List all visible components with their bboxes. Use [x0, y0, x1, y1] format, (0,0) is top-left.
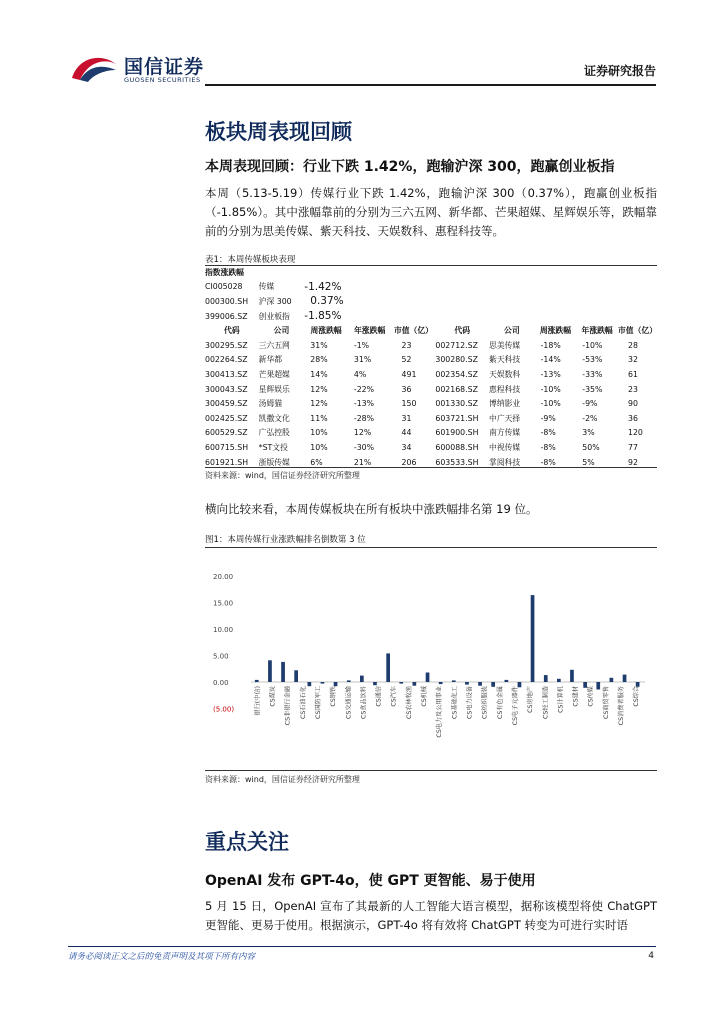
table-cell: 32 [628, 355, 638, 365]
x-category-label: CS国防军工 [315, 686, 322, 719]
bar-17 [478, 682, 482, 686]
table-cell: 中广天择 [489, 413, 521, 423]
table-cell: 002354.SZ [435, 369, 478, 379]
x-category-label: CS非银行金融 [284, 686, 292, 726]
x-category-label: CS纺织服装 [481, 686, 489, 719]
table-cell: 天娱数科 [489, 369, 521, 379]
section-title-focus: 重点关注 [205, 830, 289, 854]
table-cell: 23 [401, 340, 412, 350]
table-cell: 12% [310, 384, 328, 394]
x-category-label: CS消费者服务 [618, 686, 625, 726]
table-cell: 5% [582, 457, 595, 467]
table-cell: 28% [310, 355, 328, 365]
table-cell: 浙版传媒 [258, 457, 290, 467]
bar-15 [452, 680, 456, 682]
table-cell: -22% [353, 384, 375, 394]
table-cell: 博纳影业 [489, 399, 521, 409]
section-subtitle-review: 本周表现回顾：行业下跌 1.42%，跑输沪深 300，跑赢创业板指 [205, 159, 615, 175]
x-category-label: CS有色金属 [496, 686, 504, 719]
table-cell: 31 [401, 413, 412, 423]
index-row [205, 294, 657, 309]
sector-performance-table [205, 265, 657, 469]
x-category-label: CS食品饮料 [360, 686, 368, 719]
x-category-label: CS电子元器件 [511, 686, 519, 726]
table-cell: 紫天科技 [489, 355, 521, 365]
x-category-label: CS房地产 [527, 686, 535, 713]
page-number: 4 [648, 951, 654, 961]
bar-27 [610, 678, 614, 682]
table-cell: 90 [628, 399, 638, 409]
table-cell: 3% [582, 428, 595, 438]
sector-ranking-chart [205, 556, 657, 742]
table-cell: -2% [582, 413, 598, 423]
table-cell: -30% [353, 442, 375, 452]
table-cell: 21% [353, 457, 372, 467]
section-title-review: 板块周表现回顾 [205, 120, 352, 144]
bar-24 [570, 670, 574, 682]
x-category-label: CS电力设备 [466, 686, 474, 719]
bar-12 [413, 682, 417, 686]
y-tick-label: 15.00 [213, 599, 234, 608]
bar-3 [294, 670, 298, 682]
bar-9 [373, 682, 377, 685]
col-header: 年涨跌幅 [581, 326, 613, 336]
x-category-label: CS交通运输 [345, 686, 353, 719]
table-cell: -1% [353, 340, 370, 350]
section-subtitle-focus: OpenAI 发布 GPT-4o，使 GPT 更智能、易于使用 [205, 873, 536, 889]
table-cell: 4% [353, 369, 367, 379]
bar-18 [491, 682, 495, 687]
table-cell: 601900.SH [435, 428, 479, 438]
table-row [205, 338, 657, 353]
table-row [205, 382, 657, 397]
table-source: 资料来源：wind，国信证券经济研究所整理 [205, 471, 360, 480]
bar-25 [583, 682, 587, 688]
table-cell: 300459.SZ [205, 399, 248, 409]
index-code: 000300.SH [205, 296, 249, 306]
x-category-label: CS汽车 [390, 686, 398, 707]
col-header: 公司 [273, 326, 290, 336]
table-cell: 603721.SH [435, 413, 479, 423]
table-cell: 思美传媒 [489, 340, 521, 350]
table-cell: 002712.SZ [435, 340, 478, 350]
table-caption: 表1：本周传媒板块表现 [205, 255, 296, 265]
table-cell: 300295.SZ [205, 340, 248, 350]
brand-name: 国信证券 [124, 56, 205, 78]
table-cell: 92 [628, 457, 638, 467]
figure-bottom-rule [205, 770, 657, 771]
table-cell: 600715.SH [205, 442, 249, 452]
x-category-label: CS综合 [633, 686, 641, 707]
x-category-label: CS通信 [375, 686, 383, 707]
col-header: 公司 [504, 326, 520, 336]
table-row [205, 396, 657, 411]
table-cell: 南方传媒 [489, 428, 521, 438]
table-body [205, 338, 657, 469]
table-cell: 31% [310, 340, 328, 350]
table-cell: 中视传媒 [489, 442, 521, 452]
table-cell: 001330.SZ [435, 399, 478, 409]
figure-top-rule [205, 547, 657, 548]
index-code: CI005028 [205, 282, 243, 292]
table-cell: 12% [353, 428, 372, 438]
table-cell: 掌阅科技 [489, 457, 521, 467]
table-cell: 002264.SZ [205, 355, 248, 365]
table-cell: -18% [540, 340, 561, 350]
table-cell: 44 [401, 428, 412, 438]
footer-disclaimer: 请务必阅读正文之后的免责声明及其项下所有内容 [68, 952, 256, 962]
x-category-label: CS机械 [421, 686, 428, 707]
table-cell: 50% [582, 442, 600, 452]
table-cell: *ST文投 [258, 442, 288, 452]
table-cell: 002168.SZ [435, 384, 478, 394]
x-category-label: CS电力及公用事业 [436, 686, 444, 738]
col-header: 周涨跌幅 [310, 326, 342, 336]
table-cell: -8% [540, 428, 556, 438]
figure-source: 资料来源：wind，国信证券经济研究所整理 [205, 775, 360, 784]
bar-10 [386, 653, 390, 682]
table-cell: 120 [628, 428, 643, 438]
table-cell: 12% [310, 399, 328, 409]
table-cell: -14% [540, 355, 561, 365]
x-category-label: CS煤炭 [269, 686, 277, 707]
table-cell: 星辉娱乐 [258, 384, 290, 394]
table-cell: 206 [401, 457, 417, 467]
table-row [205, 353, 657, 368]
y-tick-label: (5.00) [213, 705, 235, 714]
table-cell: -9% [540, 413, 556, 423]
table-cell: 三六五网 [258, 340, 290, 350]
index-header: 指数涨跌幅 [205, 267, 244, 277]
x-category-label: 银行(中信) [254, 686, 262, 716]
table-cell: 28 [628, 340, 638, 350]
table-cell: 6% [310, 457, 323, 467]
table-cell: -13% [353, 399, 375, 409]
table-cell: -10% [582, 340, 603, 350]
figure-caption: 图1：本周传媒行业涨跌幅排名倒数第 3 位 [205, 535, 366, 545]
table-cell: 34 [401, 442, 412, 452]
bar-28 [623, 675, 627, 682]
bar-23 [557, 679, 561, 682]
table-cell: 36 [401, 384, 412, 394]
bar-2 [281, 662, 285, 682]
x-category-label: CS石油石化 [299, 686, 307, 719]
brand-name-en: GUOSEN SECURITIES [124, 76, 201, 84]
index-header-row [205, 265, 657, 280]
table-row [205, 411, 657, 426]
index-name: 创业板指 [258, 311, 290, 321]
table-cell: -13% [540, 369, 561, 379]
table-cell: -10% [540, 399, 561, 409]
bar-11 [399, 682, 403, 684]
index-row [205, 309, 657, 324]
table-bottom-rule [205, 467, 657, 468]
y-tick-label: 10.00 [213, 626, 234, 634]
col-header: 年涨跌幅 [354, 326, 386, 336]
report-type: 证券研究报告 [583, 64, 656, 78]
x-category-label: CS轻工制造 [542, 686, 550, 719]
index-code: 399006.SZ [205, 311, 248, 321]
table-cell: 10% [310, 442, 328, 452]
table-row [205, 367, 657, 382]
bar-22 [544, 675, 548, 682]
bar-21 [531, 595, 535, 682]
table-cell: 14% [310, 369, 328, 379]
bar-13 [426, 673, 430, 683]
col-header: 市值（亿） [618, 326, 657, 336]
table-cell: 300043.SZ [205, 384, 248, 394]
col-header: 代码 [224, 326, 240, 336]
table-header-row [205, 323, 657, 338]
y-tick-label: 20.00 [213, 573, 234, 581]
table-cell: 新华都 [258, 355, 283, 365]
index-name: 沪深 300 [258, 296, 292, 306]
table-cell: 11% [310, 413, 328, 423]
table-cell: 600529.SZ [205, 428, 248, 438]
table-row [205, 426, 657, 441]
table-cell: 惠程科技 [489, 384, 521, 394]
focus-paragraph: 5 月 15 日，OpenAI 宣布了其最新的人工智能大语言模型，据称该模型将使 ChatGPT 更智能、更易于使用。根据演示，GPT-4o 将有效将 ChatGPT 转变为可进行实时语 [205, 899, 657, 932]
table-cell: -35% [582, 384, 603, 394]
table-cell: -53% [582, 355, 603, 365]
bar-1 [268, 660, 272, 682]
x-category-label: CS传媒 [587, 686, 595, 707]
index-change: 0.37% [310, 295, 344, 308]
table-cell: 491 [401, 369, 417, 379]
x-category-label: CS商贸零售 [602, 686, 610, 719]
table-cell: 300413.SZ [205, 369, 248, 379]
col-header: 周涨跌幅 [539, 326, 572, 336]
table-cell: -28% [353, 413, 375, 423]
ranking-text: 横向比较来看，本周传媒板块在所有板块中涨跌幅排名第 19 位。 [205, 502, 538, 516]
table-cell: -8% [540, 442, 556, 452]
bar-4 [308, 682, 312, 686]
x-category-label: CS钢铁 [330, 686, 338, 707]
table-cell: 300280.SZ [435, 355, 478, 365]
bar-5 [321, 682, 325, 684]
table-cell: 广弘控股 [258, 428, 290, 438]
table-cell: -10% [540, 384, 561, 394]
bar-8 [360, 676, 364, 682]
table-cell: 52 [401, 355, 412, 365]
footer-divider [68, 946, 656, 947]
bar-26 [596, 682, 600, 690]
table-cell: 36 [628, 413, 638, 423]
table-cell: -9% [582, 399, 598, 409]
bar-0 [255, 680, 259, 682]
col-header: 市值（亿） [393, 326, 433, 336]
table-cell: 150 [401, 399, 417, 409]
table-cell: 601921.SH [205, 457, 249, 467]
index-change: -1.42% [304, 280, 342, 293]
review-paragraph: 本周（5.13-5.19）传媒行业下跌 1.42%，跑输沪深 300（0.37%），跑赢创业板指（-1.85%）。其中涨幅靠前的分别为三六五网、新华都、芒果超媒、星辉娱乐等，跌幅靠前的分别为思美传媒、紫天科技、天娱数科、惠程科技等。 [205, 186, 657, 238]
table-cell: 61 [628, 369, 638, 379]
x-category-label: CS计算机 [557, 686, 565, 713]
table-cell: -8% [540, 457, 556, 467]
x-category-label: CS建材 [572, 686, 580, 707]
bar-19 [505, 680, 509, 682]
table-cell: 31% [353, 355, 372, 365]
col-header: 代码 [454, 326, 470, 336]
table-cell: 芒果超媒 [258, 369, 290, 379]
index-name: 传媒 [258, 282, 275, 292]
table-cell: 凯撒文化 [258, 413, 290, 423]
bar-7 [347, 680, 351, 682]
table-row [205, 440, 657, 455]
index-row [205, 280, 657, 295]
header-divider [205, 84, 656, 86]
bar-16 [465, 682, 469, 685]
table-cell: 603533.SH [435, 457, 479, 467]
bar-6 [334, 682, 338, 686]
table-cell: 002425.SZ [205, 413, 248, 423]
guosen-logo-icon [70, 50, 120, 84]
table-cell: 10% [310, 428, 328, 438]
index-change: -1.85% [304, 310, 342, 323]
x-category-label: CS基础化工 [451, 686, 459, 719]
table-cell: 23 [628, 384, 638, 394]
y-tick-label: 5.00 [213, 652, 229, 661]
x-category-label: CS农林牧渔 [405, 686, 413, 719]
table-cell: -33% [582, 369, 603, 379]
table-cell: 77 [628, 442, 638, 452]
y-tick-label: 0.00 [213, 679, 229, 687]
table-cell: 600088.SH [435, 442, 479, 452]
bar-14 [439, 682, 443, 684]
table-cell: 汤姆猫 [258, 399, 283, 409]
